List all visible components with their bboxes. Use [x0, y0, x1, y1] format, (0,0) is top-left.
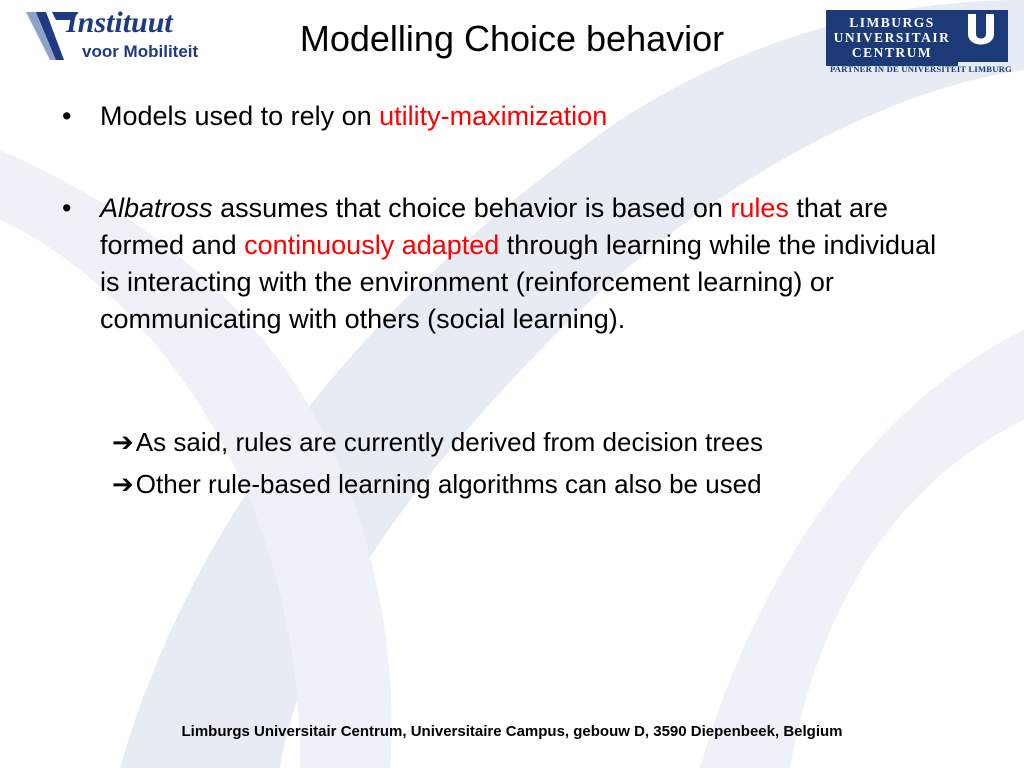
bullet-dot: • — [62, 193, 72, 223]
arrow-right-icon: ➔ — [112, 469, 134, 499]
highlight-utility-maximization: utility-maximization — [379, 101, 608, 131]
bullet-2-segment-2: assumes that choice behavior is based on — [212, 193, 731, 223]
luc-logo-line-2: UNIVERSITAIR — [833, 30, 951, 45]
luc-logo-line-3: CENTRUM — [851, 45, 933, 60]
subpoint-2 — [112, 466, 762, 502]
subpoint-text-1: As said, rules are currently derived from decision trees — [135, 427, 763, 457]
subpoint-1 — [112, 424, 763, 460]
subpoint-text-2: Other rule-based learning algorithms can also be used — [135, 469, 762, 499]
bullet-2-segment-4: that are formed and — [100, 193, 888, 260]
term-albatross: Albatross — [100, 193, 213, 223]
bullet-1-segment-1: Models used to rely on — [100, 101, 380, 131]
bullet-dot: • — [62, 101, 72, 131]
luc-logo-line-1: LIMBURGS — [849, 15, 935, 30]
arrow-right-icon: ➔ — [112, 427, 134, 457]
bullet-text-2 — [100, 190, 950, 338]
slide-footer: Limburgs Universitair Centrum, Universitaire Campus, gebouw D, 3590 Diepenbeek, Belgium — [181, 723, 843, 740]
slide-title: Modelling Choice behavior — [299, 18, 725, 59]
limburgs-universitair-centrum-logo — [826, 4, 1012, 76]
logo-left-main-text: Instituut — [66, 6, 173, 39]
bullet-text-1 — [100, 98, 950, 135]
logo-left-sub-text: voor Mobiliteit — [82, 42, 199, 61]
highlight-rules: rules — [730, 193, 789, 223]
highlight-continuously-adapted: continuously adapted — [244, 230, 500, 260]
luc-emblem-icon — [954, 4, 1010, 64]
bullet-2-segment-6: through learning while the individual is interacting with the environment (reinforcement learning) or communicating with others (social learning). — [100, 230, 937, 334]
luc-logo-tagline: PARTNER IN DE UNIVERSITEIT LIMBURG — [830, 64, 1012, 74]
luc-logo-box — [826, 10, 958, 66]
